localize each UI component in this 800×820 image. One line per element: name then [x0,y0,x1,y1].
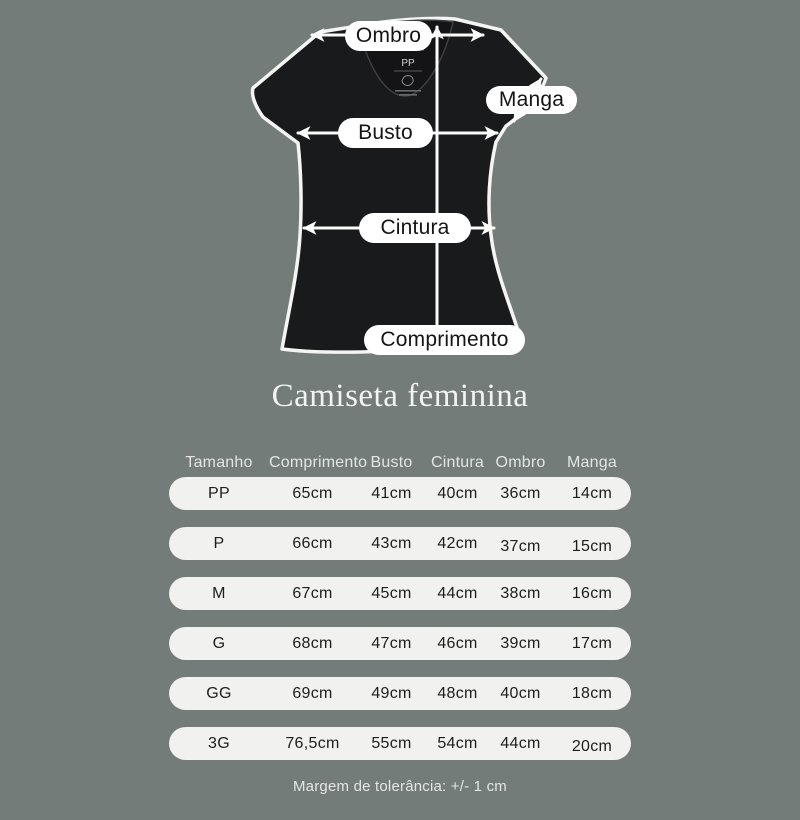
label-manga: Manga [486,86,577,114]
column-header-tamanho: Tamanho [185,453,253,471]
cell-comprimento: 66cm [292,534,333,552]
cell-manga: 16cm [571,584,613,602]
size-table [169,452,631,777]
cell-ombro: 36cm [500,484,541,502]
label-comprimento: Comprimento [364,325,525,355]
cell-cintura: 40cm [437,484,478,502]
tshirt-diagram [0,0,800,370]
page-title: Camiseta feminina [271,378,529,414]
table-row-p [169,527,631,560]
cell-size: 3G [208,734,230,752]
cell-ombro: 44cm [500,734,541,752]
cell-size: G [212,634,226,652]
cell-manga: 20cm [571,737,613,755]
column-header-busto: Busto [370,453,413,471]
cell-cintura: 44cm [437,584,478,602]
cell-comprimento: 68cm [292,634,333,652]
cell-busto: 55cm [371,734,412,752]
cell-busto: 43cm [371,534,412,552]
column-header-comprimento: Comprimento [269,453,368,471]
cell-manga: 14cm [571,484,613,502]
cell-size: M [212,584,226,602]
label-cintura: Cintura [359,213,471,243]
cell-busto: 49cm [371,684,412,702]
cell-cintura: 54cm [437,734,478,752]
cell-size: GG [206,684,232,702]
table-row-m [169,577,631,610]
cell-ombro: 37cm [500,537,541,555]
table-row-gg [169,677,631,710]
table-row-g [169,627,631,660]
table-row-3g [169,727,631,760]
column-header-cintura: Cintura [431,453,484,471]
cell-cintura: 48cm [437,684,478,702]
tshirt-graphic [0,0,800,370]
cell-ombro: 39cm [500,634,541,652]
table-header-row [169,452,631,473]
tolerance-note: Margem de tolerância: +/- 1 cm [292,778,507,795]
cell-size: P [213,534,225,552]
cell-cintura: 42cm [437,534,478,552]
neck-tag-size-text: PP [401,58,415,69]
cell-manga: 17cm [571,634,613,652]
cell-busto: 47cm [371,634,412,652]
cell-comprimento: 67cm [292,584,333,602]
cell-size: PP [208,484,230,502]
label-ombro: Ombro [345,21,432,51]
table-row-pp [169,477,631,510]
cell-comprimento: 69cm [292,684,333,702]
column-header-ombro: Ombro [495,453,546,471]
cell-busto: 41cm [371,484,412,502]
cell-comprimento: 65cm [292,484,333,502]
cell-ombro: 38cm [500,584,541,602]
cell-manga: 15cm [571,537,613,555]
cell-cintura: 46cm [437,634,478,652]
label-busto: Busto [338,118,433,148]
column-header-manga: Manga [567,453,617,471]
cell-comprimento: 76,5cm [285,734,340,752]
cell-manga: 18cm [571,684,613,702]
cell-ombro: 40cm [500,684,541,702]
cell-busto: 45cm [371,584,412,602]
